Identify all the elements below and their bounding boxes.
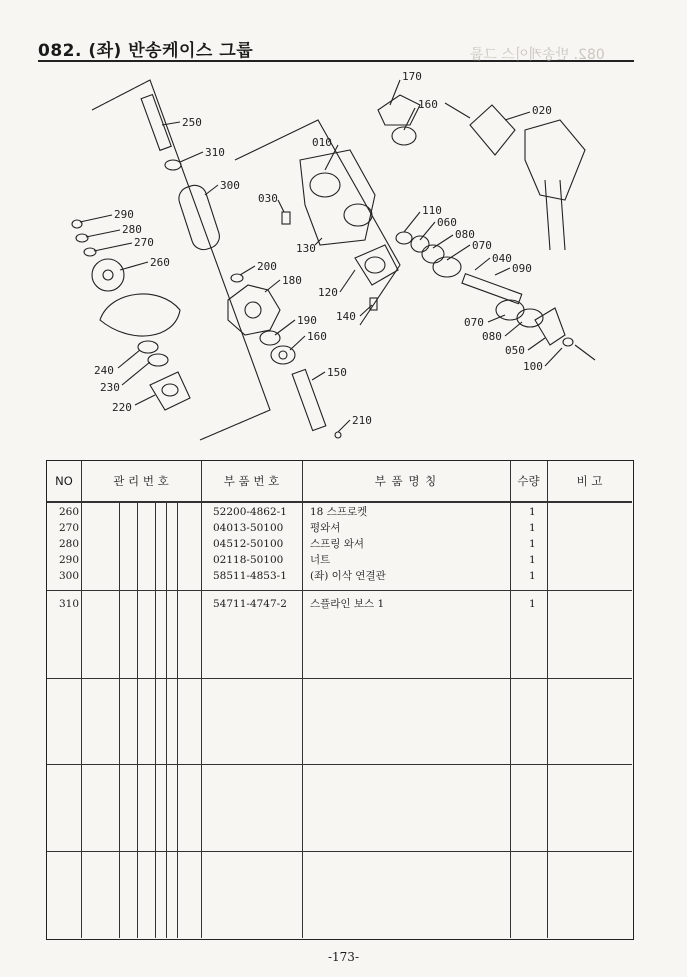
callout-080: 080 [455, 228, 475, 241]
header-part-name: 부 품 명 칭 [374, 474, 438, 488]
callout-200: 200 [257, 260, 277, 273]
callout-180: 180 [282, 274, 302, 287]
part-220 [150, 372, 190, 410]
part-250 [141, 95, 171, 151]
callout-230: 230 [100, 381, 120, 394]
callout-240: 240 [94, 364, 114, 377]
callout-280: 280 [122, 223, 142, 236]
callout-050: 050 [505, 344, 525, 357]
callout-160: 160 [418, 98, 438, 111]
callout-260: 260 [150, 256, 170, 269]
callout-080b: 080 [482, 330, 502, 343]
part-300 [176, 182, 223, 252]
callout-270: 270 [134, 236, 154, 249]
callout-170: 170 [402, 70, 422, 83]
part-150 [292, 369, 326, 430]
callout-310: 310 [205, 146, 225, 159]
header-part-number: 부 품 번 호 [223, 474, 280, 488]
callout-210: 210 [352, 414, 372, 427]
callout-140: 140 [336, 310, 356, 323]
callout-020: 020 [532, 104, 552, 117]
parts-table: NO 관 리 번 호 부 품 번 호 부 품 명 칭 수량 비 고 260 52200-4862-1 18 스프로켓 1 270 04013-50100 평와셔 1 280 04512-50100 스프링 와셔 1 290 02118-50100 너트 1 300 58511-4853-1 (좌) 이삭 연결관 1 310 54711-4747-2 스플라인 보스 1 1 [46, 460, 634, 940]
callout-040: 040 [492, 252, 512, 265]
part-180 [228, 285, 280, 335]
header-remarks: 비 고 [576, 474, 603, 488]
callout-030: 030 [258, 192, 278, 205]
callout-010: 010 [312, 136, 332, 149]
header-no: NO [55, 474, 73, 488]
callout-060: 060 [437, 216, 457, 229]
part-260 [92, 259, 124, 291]
callout-070b: 070 [464, 316, 484, 329]
page-number: -173- [327, 950, 359, 964]
callout-300: 300 [220, 179, 240, 192]
callout-090: 090 [512, 262, 532, 275]
part-310 [165, 160, 181, 170]
part-010 [300, 150, 375, 245]
callout-220: 220 [112, 401, 132, 414]
callout-160b: 160 [307, 330, 327, 343]
callout-250: 250 [182, 116, 202, 129]
callout-120: 120 [318, 286, 338, 299]
part-040 [462, 274, 522, 304]
callout-150: 150 [327, 366, 347, 379]
part-020 [470, 105, 515, 155]
callout-110: 110 [422, 204, 442, 217]
callout-190: 190 [297, 314, 317, 327]
callout-100: 100 [523, 360, 543, 373]
part-right-housing [525, 120, 585, 200]
exploded-parts-diagram [0, 0, 687, 450]
bleed-through-text: 082. 반송케이스 그룹 [470, 47, 605, 63]
callout-070: 070 [472, 239, 492, 252]
callout-290: 290 [114, 208, 134, 221]
header-management-number: 관 리 번 호 [113, 474, 169, 488]
callout-130: 130 [296, 242, 316, 255]
part-050 [535, 308, 565, 345]
page-title: 082. (좌) 반송케이스 그룹 [38, 41, 254, 61]
header-quantity: 수량 [517, 474, 540, 488]
